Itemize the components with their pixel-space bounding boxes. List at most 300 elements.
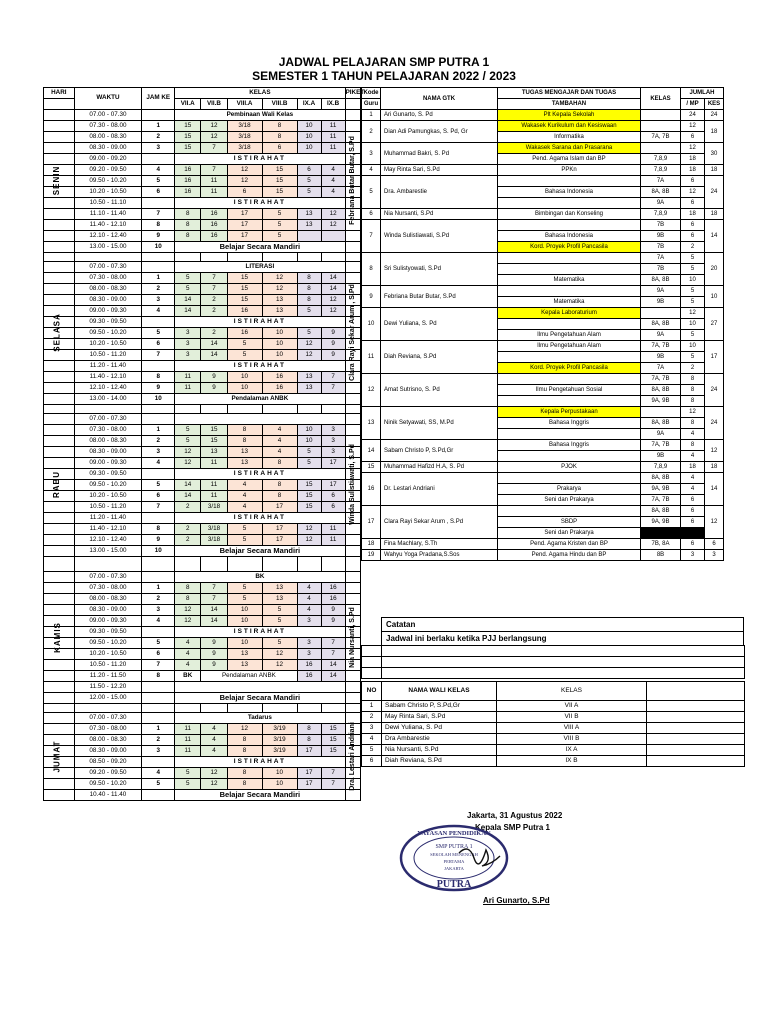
jam-cell: 1 [142,121,175,132]
merged-activity: Pembinaan Wali Kelas [175,110,345,121]
jam-cell: 4 [142,306,175,317]
time-cell: 10.20 - 10.50 [74,649,142,660]
teacher-jp: 12 [681,187,705,198]
piket-label [345,712,359,800]
teacher-jp: 10 [681,319,705,330]
gap-cell [227,405,262,414]
class-cell: 8 [297,284,321,295]
header-class: VIII.B [262,99,297,110]
time-cell: 07.00 - 07.30 [74,414,142,425]
class-cell: 17 [227,209,262,220]
teacher-task: Pend. Agama Islam dan BP [498,154,641,165]
time-cell: 11.50 - 12.20 [74,682,142,693]
teacher-task [498,253,641,264]
merged-activity: Belajar Secara Mandiri [175,790,345,801]
gap-cell [175,704,201,713]
class-cell: 16 [297,671,321,682]
class-cell: 17 [227,220,262,231]
class-cell: 6 [262,143,297,154]
class-cell: 13 [297,220,321,231]
class-cell: 17 [227,231,262,242]
time-cell: 09.50 - 10.20 [74,328,142,339]
merged-activity [175,682,345,693]
class-cell: 4 [321,187,345,198]
teacher-name: Wahyu Yoga Pradana,S.Sos [381,550,498,561]
time-cell: 09.50 - 10.20 [74,480,142,491]
jam-cell: 7 [142,209,175,220]
class-cell: 16 [201,220,227,231]
class-cell: 15 [321,735,345,746]
teacher-code: 4 [362,165,381,176]
class-cell: 4 [227,502,262,513]
header-waktu: WAKTU [74,88,142,110]
class-cell: 2 [201,295,227,306]
class-cell: 15 [297,480,321,491]
teacher-code: 7 [362,220,381,253]
class-cell: 10 [297,121,321,132]
time-cell: 09.50 - 10.20 [74,176,142,187]
class-cell: 3/18 [227,132,262,143]
teacher-jp: 2 [681,363,705,374]
header-class: IX.B [321,99,345,110]
class-cell: 2 [175,535,201,546]
teacher-jp: 8 [681,385,705,396]
teacher-task: Matematika [498,297,641,308]
class-cell: 8 [227,425,262,436]
title-line-1: JADWAL PELAJARAN SMP PUTRA 1 [278,55,490,69]
teacher-total: 20 [705,253,724,286]
jam-cell: 4 [142,768,175,779]
class-cell: 16 [321,583,345,594]
class-cell: 12 [262,649,297,660]
header-blank [345,99,360,110]
teacher-jp: 8 [681,418,705,429]
jam-cell [142,693,175,704]
teacher-name: Amat Sutrisno, S. Pd [381,374,498,407]
class-cell: 4 [201,724,227,735]
class-cell: 11 [321,121,345,132]
teacher-task: Seni dan Prakarya [498,528,641,539]
class-cell: 11 [175,372,201,383]
gap-cell [142,405,175,414]
time-cell: 11.20 - 11.40 [74,361,142,372]
class-cell: 5 [262,220,297,231]
class-cell: 7 [201,594,227,605]
class-cell: 12 [227,165,262,176]
jam-cell: 10 [142,394,175,405]
jam-cell: 9 [142,535,175,546]
class-cell: 13 [297,209,321,220]
gap-cell [142,253,175,262]
class-cell: 3 [321,436,345,447]
class-cell: 5 [175,436,201,447]
wali-blank [647,745,745,756]
class-cell: 5 [227,594,262,605]
day-name: SENIN [52,165,62,196]
header-wali: NAMA WALI KELAS [382,682,497,701]
class-cell: 16 [321,594,345,605]
teacher-name: Muhammad Bakri, S. Pd [381,143,498,165]
teacher-jp: 5 [681,253,705,264]
class-cell: 8 [227,436,262,447]
teacher-total: 27 [705,308,724,341]
notes-label: Catatan [381,617,744,632]
class-cell: 12 [175,458,201,469]
class-cell: 12 [262,284,297,295]
class-cell: 9 [201,383,227,394]
class-cell: 12 [262,273,297,284]
merged-activity: LITERASI [175,262,345,273]
teacher-task: Bimbingan dan Konseling [498,209,641,220]
teacher-task: PPKn [498,165,641,176]
wali-name: May Rinta Sari, S.Pd [382,712,497,723]
class-cell: 11 [201,491,227,502]
teacher-task: Kord. Proyek Profil Pancasila [498,363,641,374]
jam-cell: 9 [142,231,175,242]
time-cell: 11.40 - 12.10 [74,220,142,231]
class-cell: 5 [262,605,297,616]
class-cell: 3/18 [201,535,227,546]
teacher-total: 14 [705,473,724,506]
class-cell: 5 [227,583,262,594]
time-cell: 10.20 - 10.50 [74,491,142,502]
class-cell: 4 [262,447,297,458]
wali-class: VIII B [497,734,647,745]
time-cell: 08.00 - 08.30 [74,594,142,605]
notes-blank-rows [361,645,745,679]
class-cell: 5 [297,187,321,198]
merged-activity: ISTIRAHAT [175,757,345,768]
class-cell: 3/18 [201,524,227,535]
class-cell: 7 [201,284,227,295]
piket-teacher: Dra. Lestari Andriani [348,721,356,791]
teacher-class: 9B [641,297,681,308]
class-cell: 3 [297,616,321,627]
teacher-task: Kord. Proyek Profil Pancasila [498,242,641,253]
jam-cell: 4 [142,165,175,176]
class-cell: 3 [175,339,201,350]
teacher-total: 30 [705,143,724,165]
teacher-jp: 24 [681,110,705,121]
class-cell: 11 [201,458,227,469]
teacher-task: Bahasa Indonesia [498,187,641,198]
header-class: VII.B [201,99,227,110]
time-cell: 12.10 - 12.40 [74,231,142,242]
merged-activity: Tadarus [175,713,345,724]
merged-activity: BK [175,572,345,583]
teacher-jp: 10 [681,275,705,286]
teacher-class: 8B [641,550,681,561]
teacher-total: 10 [705,286,724,308]
class-cell: 17 [297,768,321,779]
jam-cell: 5 [142,328,175,339]
time-cell: 10.50 - 11.10 [74,198,142,209]
wali-no: 2 [362,712,382,723]
class-cell: 12 [262,660,297,671]
class-cell: 4 [227,480,262,491]
piket-label [345,261,359,404]
class-cell: 7 [321,649,345,660]
piket-label [345,109,359,252]
class-cell: 10 [297,143,321,154]
class-cell: 6 [321,491,345,502]
teacher-total: 24 [705,110,724,121]
teacher-class: 7A, 7B [641,374,681,385]
class-cell: 11 [175,746,201,757]
class-cell: 4 [297,605,321,616]
teacher-jp: 12 [681,121,705,132]
notes-text: Jadwal ini berlaku ketika PJJ berlangsung [381,631,744,646]
class-cell: 5 [175,779,201,790]
class-cell: 12 [175,447,201,458]
time-cell: 11.20 - 11.40 [74,513,142,524]
time-cell: 08.30 - 09.00 [74,605,142,616]
class-cell: 10 [297,436,321,447]
teacher-jp [681,528,705,539]
teacher-class: 7B [641,242,681,253]
header-piket: PIKET [345,88,360,99]
teacher-jp: 4 [681,451,705,462]
teacher-total: 24 [705,176,724,209]
jam-cell: 5 [142,176,175,187]
time-cell: 07.00 - 07.30 [74,713,142,724]
class-cell: 14 [321,273,345,284]
jam-cell [142,513,175,524]
teacher-task: Seni dan Prakarya [498,495,641,506]
teacher-task: Kepala Perpustakaan [498,407,641,418]
jam-cell [142,154,175,165]
teacher-name: Winda Sulistiawati, S.Pd [381,220,498,253]
wali-blank [647,723,745,734]
jam-cell: 6 [142,649,175,660]
class-cell: 11 [175,724,201,735]
teacher-class [641,308,681,319]
class-cell: 17 [297,746,321,757]
time-cell: 10.20 - 10.50 [74,187,142,198]
class-cell: 17 [262,502,297,513]
class-cell: 9 [321,339,345,350]
class-cell: 12 [175,616,201,627]
jam-cell: 3 [142,605,175,616]
teacher-class: 9A [641,429,681,440]
gap-cell [297,704,321,713]
merged-activity: ISTIRAHAT [175,361,345,372]
class-cell: 11 [201,187,227,198]
header-kes: KES [705,99,724,110]
teacher-class: 8A, 8B [641,506,681,517]
sign-place-date: Jakarta, 31 Agustus 2022 [467,811,563,820]
class-cell: 15 [297,491,321,502]
teacher-jp: 12 [681,407,705,418]
merged-activity: ISTIRAHAT [175,513,345,524]
teacher-name: Clara Rayi Sekar Arum , S.Pd [381,506,498,539]
class-cell: 5 [227,524,262,535]
time-cell: 07.30 - 08.00 [74,273,142,284]
jam-cell: 1 [142,273,175,284]
teacher-name: Muhammad Hafizd H.A, S. Pd [381,462,498,473]
class-cell: 15 [227,295,262,306]
class-cell: 9 [201,638,227,649]
class-cell: 14 [201,605,227,616]
class-cell: 5 [262,231,297,242]
wali-no: 3 [362,723,382,734]
teacher-jp: 6 [681,198,705,209]
header-kode: Kode [362,88,381,99]
jam-cell: 6 [142,491,175,502]
teacher-jp: 8 [681,440,705,451]
teacher-name: Sri Sulistyowati, S.Pd [381,253,498,286]
teacher-code: 3 [362,143,381,165]
class-cell: 15 [262,165,297,176]
teacher-task [498,198,641,209]
time-cell: 09.30 - 09.50 [74,627,142,638]
jam-cell: 5 [142,638,175,649]
teacher-task: Ilmu Pengetahuan Sosial [498,385,641,396]
teacher-total: 3 [705,550,724,561]
header-nama: NAMA GTK [381,88,498,110]
teacher-jp: 4 [681,484,705,495]
class-cell: 17 [297,779,321,790]
day-label [43,712,71,800]
piket-label [345,571,359,703]
class-cell: 12 [297,350,321,361]
class-cell: 4 [175,649,201,660]
teacher-code: 16 [362,473,381,506]
class-cell: 10 [262,779,297,790]
time-cell: 08.50 - 09.20 [74,757,142,768]
teacher-task: Bahasa Inggris [498,418,641,429]
class-cell: 5 [262,616,297,627]
sign-name: Ari Gunarto, S.Pd [483,896,550,905]
jam-cell [142,627,175,638]
class-cell: 15 [175,143,201,154]
time-cell: 07.30 - 08.00 [74,121,142,132]
piket-label [345,413,359,556]
jam-cell: 2 [142,594,175,605]
header-jumlah: JUMLAH [681,88,724,99]
teacher-jp: 6 [681,539,705,550]
stamp-text-line: SEKOLAH MENENGAH [430,852,478,857]
teacher-class: 7A, 7B [641,440,681,451]
class-cell: 3 [297,638,321,649]
time-cell: 08.00 - 08.30 [74,132,142,143]
class-cell: 3/18 [227,143,262,154]
class-cell: 5 [175,273,201,284]
class-cell [321,231,345,242]
teacher-name: Dian Adi Pamungkas, S. Pd, Gr [381,121,498,143]
class-cell: 16 [297,660,321,671]
class-cell: 3/19 [262,746,297,757]
class-cell: 14 [201,339,227,350]
gap-cell [44,557,75,572]
class-cell: 13 [227,660,262,671]
class-cell: 5 [262,209,297,220]
teacher-jp: 2 [681,242,705,253]
wali-class: IX A [497,745,647,756]
merged-activity: ISTIRAHAT [175,627,345,638]
header-class: VIII.A [227,99,262,110]
wali-blank [647,701,745,712]
teacher-class: 7,8,9 [641,462,681,473]
class-cell: 8 [297,724,321,735]
class-cell: 8 [227,768,262,779]
time-cell: 10.50 - 11.20 [74,660,142,671]
class-cell: 9 [321,328,345,339]
class-cell: 5 [297,328,321,339]
gap-cell [74,557,142,572]
time-cell: 07.30 - 08.00 [74,425,142,436]
class-cell: 14 [201,616,227,627]
class-cell: 8 [262,121,297,132]
teacher-task: Kepala Laboraturium [498,308,641,319]
class-cell: 2 [201,328,227,339]
time-cell: 08.30 - 09.00 [74,746,142,757]
schedule-table [43,87,365,801]
wali-no: 4 [362,734,382,745]
jam-cell: 2 [142,436,175,447]
jam-cell [142,713,175,724]
time-cell: 13.00 - 14.00 [74,394,142,405]
teacher-jp: 6 [681,176,705,187]
class-cell: 13 [262,306,297,317]
day-label [43,571,71,703]
class-cell: 10 [227,638,262,649]
teacher-name: Ninik Setyawati, SS, M.Pd [381,407,498,440]
class-cell: 2 [201,306,227,317]
class-cell: 16 [227,328,262,339]
class-cell: 11 [175,735,201,746]
teacher-total: 24 [705,374,724,407]
teacher-task: Pend. Agama Kristen dan BP [498,539,641,550]
teacher-code: 2 [362,121,381,143]
time-cell: 13.00 - 15.00 [74,546,142,557]
jam-cell: 4 [142,458,175,469]
class-cell: 9 [321,605,345,616]
class-cell: 5 [297,447,321,458]
time-cell: 10.50 - 11.20 [74,350,142,361]
teacher-task: Informatika [498,132,641,143]
class-cell: 12 [321,306,345,317]
time-cell: 08.00 - 08.30 [74,436,142,447]
merged-activity: Pendalaman ANBK [175,394,345,405]
teacher-table [361,87,745,561]
teacher-class: 7B [641,264,681,275]
class-cell: 8 [297,295,321,306]
teacher-class: 9A, 9B [641,484,681,495]
teacher-code: 12 [362,374,381,407]
class-cell: 12 [321,209,345,220]
teacher-jp: 6 [681,132,705,143]
teacher-code: 14 [362,440,381,462]
teacher-jp: 4 [681,429,705,440]
teacher-total: 18 [705,209,724,220]
teacher-code: 8 [362,253,381,286]
class-cell: 12 [201,779,227,790]
class-cell: 8 [175,594,201,605]
class-cell: 10 [262,328,297,339]
time-cell: 11.40 - 12.10 [74,372,142,383]
teacher-jp: 18 [681,209,705,220]
teacher-jp: 18 [681,462,705,473]
gap-cell [201,704,227,713]
class-cell: 10 [227,605,262,616]
header-jam-ke: JAM KE [142,88,175,110]
teacher-task: Ilmu Pengetahuan Alam [498,341,641,352]
gap-cell [297,405,321,414]
teacher-class: 9B [641,451,681,462]
teacher-name: Fina Machlary, S.Th [381,539,498,550]
day-name: KAMIS [52,621,62,653]
